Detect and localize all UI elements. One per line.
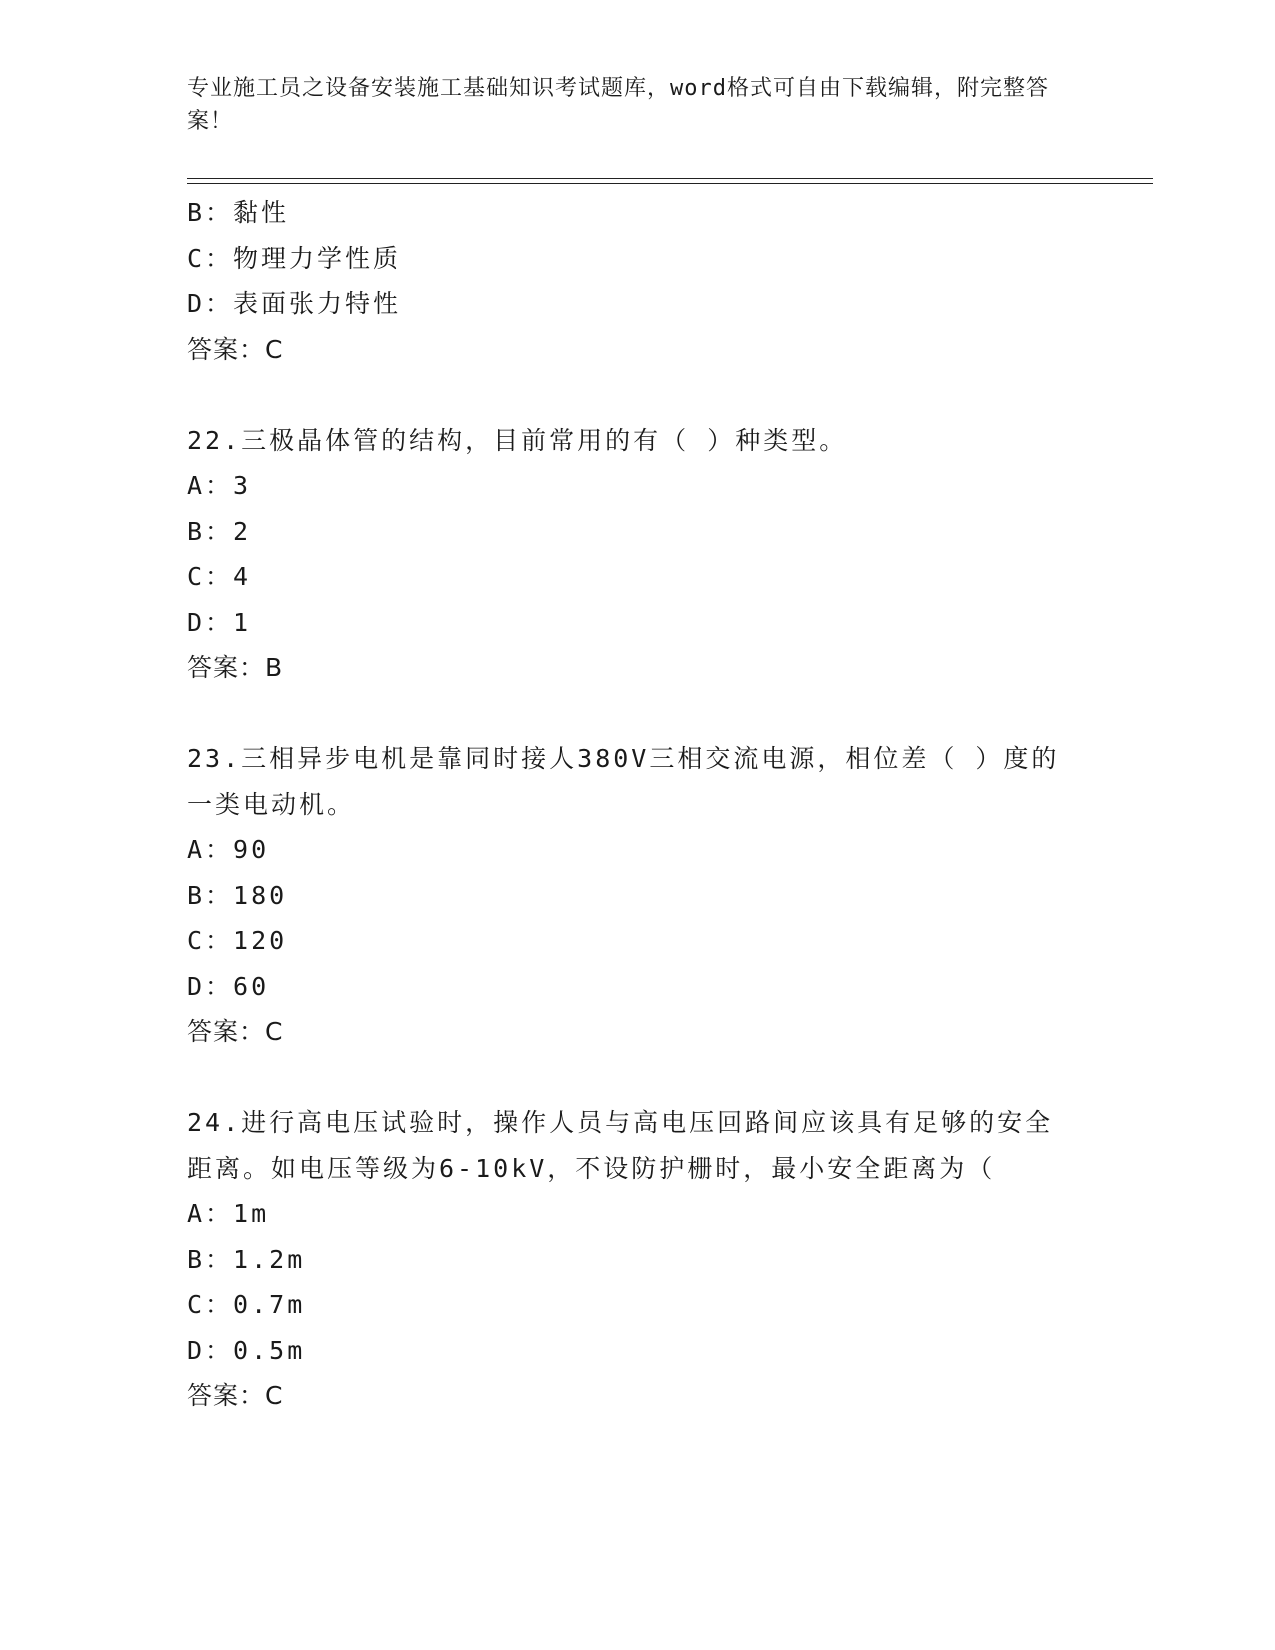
option-c: C：4 — [187, 562, 252, 591]
option-d: D：60 — [187, 971, 270, 1001]
answer-line: 答案：C — [187, 1017, 284, 1046]
option-a: A：1m — [187, 1199, 270, 1228]
question-23 — [187, 736, 1087, 1055]
option-d: D：表面张力特性 — [187, 289, 402, 318]
option-d: D：1 — [187, 607, 252, 637]
option-c: C：120 — [187, 926, 288, 955]
option-b: B：180 — [187, 880, 288, 910]
spacer — [187, 691, 1087, 737]
document-header: 专业施工员之设备安装施工基础知识考试题库，word格式可自由下载编辑，附完整答案！ — [187, 76, 1049, 134]
header-rule-bottom — [187, 183, 1153, 184]
answer-line: 答案：C — [187, 334, 284, 364]
prev-question-block — [187, 190, 1087, 372]
question-22 — [187, 418, 1087, 691]
option-b: B：黏性 — [187, 198, 290, 227]
spacer — [187, 372, 1087, 418]
spacer — [187, 1055, 1087, 1101]
option-d: D：0.5m — [187, 1335, 306, 1365]
question-text: 22.三极晶体管的结构，目前常用的有（ ）种类型。 — [187, 425, 848, 455]
option-b: B：1.2m — [187, 1244, 306, 1274]
question-text-cont: 距离。如电压等级为6-10kV，不设防护栅时，最小安全距离为（ — [187, 1153, 996, 1183]
question-text: 24.进行高电压试验时，操作人员与高电压回路间应该具有足够的安全 — [187, 1108, 1054, 1137]
document-body — [187, 190, 1087, 1419]
answer-line: 答案：B — [187, 653, 284, 682]
question-24 — [187, 1100, 1087, 1419]
option-a: A：90 — [187, 835, 270, 864]
header-rule-top — [187, 178, 1153, 179]
option-c: C：0.7m — [187, 1290, 306, 1319]
question-text-cont: 一类电动机。 — [187, 789, 356, 819]
option-b: B：2 — [187, 516, 252, 546]
option-c: C：物理力学性质 — [187, 243, 402, 273]
question-text: 23.三相异步电机是靠同时接人380V三相交流电源，相位差（ ）度的 — [187, 744, 1060, 773]
option-a: A：3 — [187, 471, 252, 500]
answer-line: 答案：C — [187, 1381, 284, 1410]
